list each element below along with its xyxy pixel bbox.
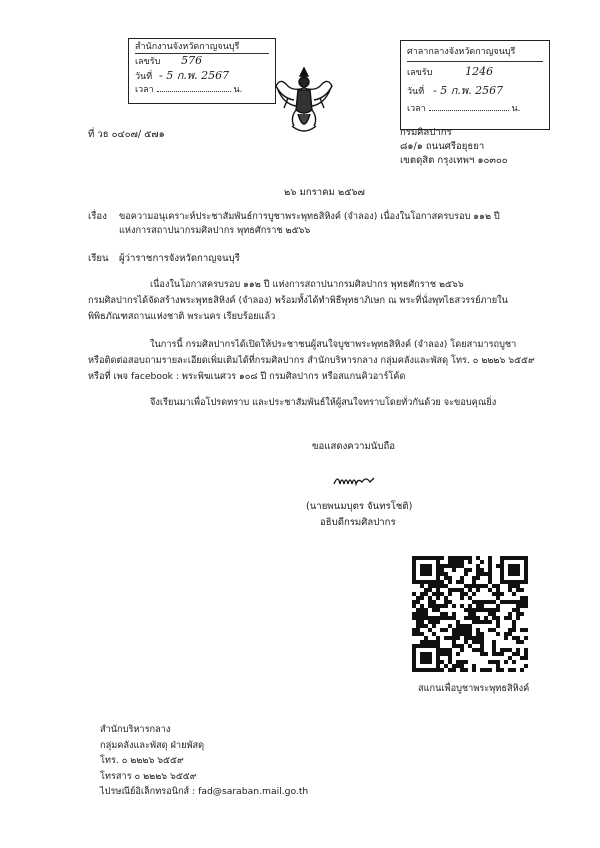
footer-line: โทรสาร ๐ ๒๒๒๖ ๖๕๕๙ [100,770,197,782]
subject-line: แห่งการสถาปนากรมศิลปากร พุทธศักราช ๒๕๖๖ [119,225,311,236]
stamp-date-value: - 5 ก.พ. 2567 [433,83,504,97]
stamp-date-label: วันที่ [407,86,425,97]
stamp-time-unit: น. [511,103,521,114]
receiving-stamp-left [128,38,276,104]
body-paragraph-line: ในการนี้ กรมศิลปากรได้เปิดให้ประชาชนผู้สนใจบูชาพระพุทธสิหิงค์ (จำลอง) โดยสามารถบูชา [150,339,517,350]
stamp-office: สำนักงานจังหวัดกาญจนบุรี [135,41,269,54]
stamp-date-row [407,84,543,99]
body-paragraph-line: หรือที่ เพจ facebook : พระพิฆเนศวร ๑๐๘ ปี กรมศิลปากร หรือสแกนคิวอาร์โค้ด [88,371,406,382]
subject-label: เรื่อง [88,211,107,222]
stamp-receive-row [135,54,269,69]
body-paragraph-line: หรือติดต่อสอบถามรายละเอียดเพิ่มเติมได้ที่กรมศิลปากร สำนักบริหารกลาง กลุ่มคลังและพัสดุ โทร. ๐ ๒๒๒๖ ๖๕๕๙ [88,355,535,366]
stamp-receive-row [407,65,543,80]
body-paragraph-line: เนื่องในโอกาสครบรอบ ๑๑๒ ปี แห่งการสถาปนากรมศิลปากร พุทธศักราช ๒๕๖๖ [150,279,464,290]
sender-line: เขตดุสิต กรุงเทพฯ ๑๐๓๐๐ [400,155,508,166]
footer-line: สำนักบริหารกลาง [100,724,171,735]
letter-date: ๒๖ มกราคม ๒๕๖๗ [284,187,365,198]
stamp-time-row [407,103,543,115]
stamp-receive-no: 576 [181,54,203,68]
footer-contact [100,722,308,800]
subject-line: ขอความอนุเคราะห์ประชาสัมพันธ์การบูชาพระพุทธสิหิงค์ (จำลอง) เนื่องในโอกาสครบรอบ ๑๑๒ ปี [119,211,500,222]
salutation-label: เรียน [88,253,109,264]
stamp-time-row [135,84,269,96]
sender-line: กรมศิลปากร [400,127,452,138]
footer-line: โทร. ๐ ๒๒๒๖ ๖๕๕๙ [100,755,184,767]
signature [332,472,376,493]
qr-code [412,556,528,672]
signer-name: (นายพนมบุตร จันทรโชติ) [306,501,413,512]
stamp-receive-label: เลขรับ [407,68,433,79]
garuda-emblem [274,64,334,138]
stamp-date-value: - 5 ก.พ. 2567 [159,68,230,82]
salutation-recipient: ผู้ว่าราชการจังหวัดกาญจนบุรี [119,253,240,264]
footer-line: กลุ่มคลังและพัสดุ ฝ่ายพัสดุ [100,739,205,751]
document-number: ที่ วธ ๐๔๐๗/ ๕๗๑ [88,129,165,140]
body-paragraph-line: พิพิธภัณฑสถานแห่งชาติ พระนคร เรียบร้อยแล้ว [88,311,276,322]
stamp-date-label: วันที่ [135,71,153,82]
stamp-time-unit: น. [233,84,243,95]
receiving-stamp-right [400,40,550,130]
stamp-date-row [135,69,269,84]
footer-line: ไปรษณีย์อิเล็กทรอนิกส์ : fad@saraban.mail.go.th [100,786,309,798]
stamp-time-label: เวลา [407,103,426,114]
body-paragraph-line: กรมศิลปากรได้จัดสร้างพระพุทธสิหิงค์ (จำลอง) พร้อมทั้งได้ทำพิธีพุทธาภิเษก ณ พระที่นั่งพุทไธสวรรย์ภายใน [88,295,508,306]
stamp-receive-no: 1246 [465,65,494,79]
stamp-time-label: เวลา [135,84,154,95]
sender-line: ๘๑/๑ ถนนศรีอยุธยา [400,141,485,152]
body-closing-sentence: จึงเรียนมาเพื่อโปรดทราบ และประชาสัมพันธ์ให้ผู้สนใจทราบโดยทั่วกันด้วย จะขอบคุณยิ่ง [150,397,497,408]
signer-title: อธิบดีกรมศิลปากร [320,517,396,528]
sender-address [400,126,508,168]
stamp-office: ศาลากลางจังหวัดกาญจนบุรี [407,43,543,62]
qr-caption: สแกนเพื่อบูชาพระพุทธสิหิงค์ [418,683,530,694]
stamp-receive-label: เลขรับ [135,57,161,68]
closing-phrase: ขอแสดงความนับถือ [312,441,396,452]
